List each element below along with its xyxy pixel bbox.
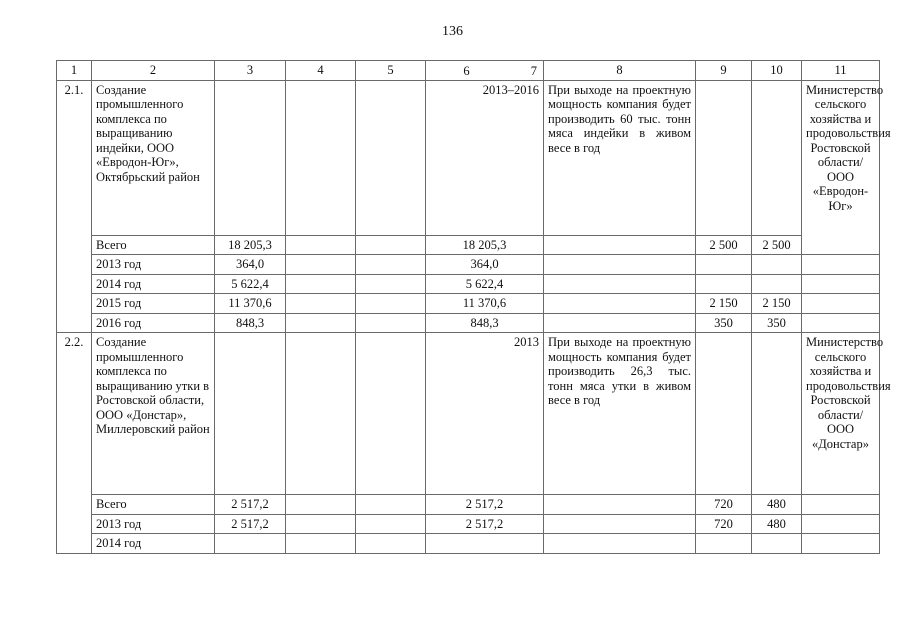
row-extra: 11 370,6 <box>426 294 544 314</box>
row-label: 2014 год <box>92 274 215 294</box>
column-header: 10 <box>752 61 802 81</box>
row-c9 <box>696 255 752 275</box>
column-header: 9 <box>696 61 752 81</box>
section-name: Создание промышленного комплекса по выращиванию индейки, ООО «Евродон-Юг», Октябрьский район <box>92 80 215 235</box>
program-table <box>56 60 891 554</box>
row-c10: 350 <box>752 313 802 333</box>
row-total: 848,3 <box>215 313 286 333</box>
section-name: Создание промышленного комплекса по выращиванию утки в Ростовской области, ООО «Донстар», Миллеровский район <box>92 333 215 495</box>
row-label: 2013 год <box>92 255 215 275</box>
row-c10 <box>752 534 802 554</box>
table-row <box>57 255 880 275</box>
row-c10: 480 <box>752 495 802 515</box>
column-header: 4 <box>286 61 356 81</box>
row-label: 2015 год <box>92 294 215 314</box>
row-total: 11 370,6 <box>215 294 286 314</box>
column-header: 5 <box>356 61 426 81</box>
row-label: 2016 год <box>92 313 215 333</box>
table-row <box>57 235 880 255</box>
row-c9: 720 <box>696 514 752 534</box>
row-c9 <box>696 274 752 294</box>
table-row <box>57 274 880 294</box>
row-c9: 350 <box>696 313 752 333</box>
row-c9: 2 500 <box>696 235 752 255</box>
row-label: Всего <box>92 495 215 515</box>
row-total: 18 205,3 <box>215 235 286 255</box>
row-c10: 2 150 <box>752 294 802 314</box>
row-extra: 2 517,2 <box>426 514 544 534</box>
row-c9 <box>696 534 752 554</box>
column-header: 8 <box>544 61 696 81</box>
column-header: 6 <box>463 64 470 78</box>
row-c10: 2 500 <box>752 235 802 255</box>
section-number: 2.1. <box>57 80 92 333</box>
row-label: 2014 год <box>92 534 215 554</box>
row-total: 364,0 <box>215 255 286 275</box>
row-extra <box>426 534 544 554</box>
row-c10 <box>752 255 802 275</box>
section-row <box>57 333 880 495</box>
column-header: 3 <box>215 61 286 81</box>
section-period: 2013–2016 <box>426 80 544 235</box>
section-executor: Министерство сельского хозяйства и продовольствия Ростовской области/ ООО «Евродон-Юг» <box>802 80 880 255</box>
column-header: 1 <box>57 61 92 81</box>
row-c10: 480 <box>752 514 802 534</box>
section-result: При выходе на проектную мощность компания будет производить 60 тыс. тонн мяса индейки в живом весе в год <box>544 80 696 235</box>
row-extra: 18 205,3 <box>426 235 544 255</box>
row-extra: 848,3 <box>426 313 544 333</box>
table-row <box>57 313 880 333</box>
row-c10 <box>752 274 802 294</box>
column-header-6-7 <box>426 61 544 81</box>
column-header: 2 <box>92 61 215 81</box>
row-c9: 720 <box>696 495 752 515</box>
section-row <box>57 80 880 235</box>
row-extra: 2 517,2 <box>426 495 544 515</box>
table-row <box>57 534 880 554</box>
row-extra: 5 622,4 <box>426 274 544 294</box>
row-extra: 364,0 <box>426 255 544 275</box>
column-header-row <box>57 61 880 81</box>
row-label: Всего <box>92 235 215 255</box>
column-header: 11 <box>802 61 880 81</box>
table-row <box>57 514 880 534</box>
row-total <box>215 534 286 554</box>
column-header: 7 <box>530 64 537 78</box>
row-total: 2 517,2 <box>215 514 286 534</box>
table-row <box>57 495 880 515</box>
section-period: 2013 <box>426 333 544 495</box>
section-number: 2.2. <box>57 333 92 554</box>
section-result: При выходе на проектную мощность компания будет производить 26,3 тыс. тонн мяса утки в живом весе в год <box>544 333 696 495</box>
row-total: 2 517,2 <box>215 495 286 515</box>
row-label: 2013 год <box>92 514 215 534</box>
table-row <box>57 294 880 314</box>
row-c9: 2 150 <box>696 294 752 314</box>
section-executor: Министерство сельского хозяйства и продовольствия Ростовской области/ ООО «Донстар» <box>802 333 880 495</box>
row-total: 5 622,4 <box>215 274 286 294</box>
page-number: 136 <box>442 24 463 39</box>
